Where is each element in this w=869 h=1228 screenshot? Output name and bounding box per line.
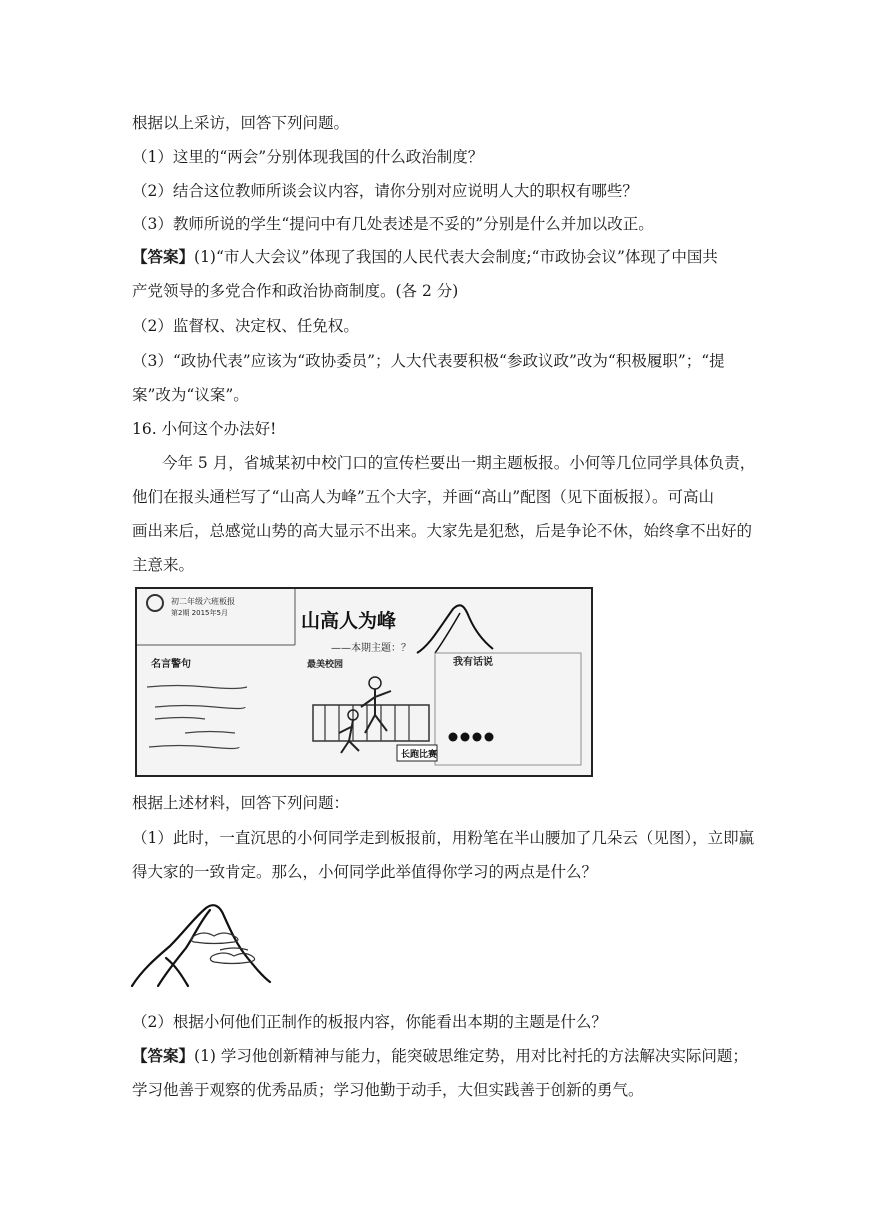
material-intro: 根据上述材料，回答下列问题：	[132, 794, 350, 812]
question-16-title: 16. 小何这个办法好!	[132, 420, 277, 438]
section-left-heading: 名言警句	[151, 659, 191, 670]
answer-label: 【答案】	[132, 1046, 195, 1065]
sub-question-2: （2）根据小何他们正制作的板报内容，你能看出本期的主题是什么？	[132, 1013, 607, 1031]
answer-4	[132, 1045, 748, 1067]
sub-question-1: （1）此时，一直沉思的小何同学走到板报前，用粉笔在半山腰加了几朵云（见图），立即赢	[132, 829, 755, 847]
mountain-with-clouds-icon	[128, 898, 278, 990]
answer-1-cont: 产党领导的多党合作和政治协商制度。(各 2 分)	[132, 282, 459, 300]
question-3: （3）教师所说的学生“提问中有几处表述是不妥的”分别是什么并加以改正。	[132, 215, 654, 233]
paragraph-line-3: 画出来后，总感觉山势的高大显示不出来。大家先是犯愁，后是争论不休，始终拿不出好的	[132, 522, 753, 540]
board-title: 山高人为峰	[301, 610, 397, 632]
masthead-line-1: 初二年级六班板报	[171, 597, 235, 606]
picture-caption: 长跑比赛	[401, 750, 438, 760]
intro-text: 根据以上采访，回答下列问题。	[132, 114, 350, 132]
question-1: （1）这里的“两会”分别体现我国的什么政治制度？	[132, 148, 484, 166]
section-right-heading: 我有话说	[453, 657, 493, 668]
paragraph-line-2: 他们在报头通栏写了“山高人为峰”五个大字，并画“高山”配图（见下面板报）。可高山	[132, 488, 714, 506]
answer-4-text: (1) 学习他创新精神与能力，能突破思维定势，用对比衬托的方法解决实际问题；	[194, 1047, 748, 1065]
answer-1	[132, 246, 718, 268]
paragraph-line-4: 主意来。	[132, 556, 195, 574]
section-mid-heading: 最美校园	[307, 660, 344, 670]
question-2: （2）结合这位教师所谈会议内容，请你分别对应说明人大的职权有哪些？	[132, 182, 638, 200]
masthead-line-2: 第2期 2015年5月	[171, 609, 228, 617]
answer-3: （3）“政协代表”应该为“政协委员”；人大代表要积极“参政议政”改为“积极履职”；“提	[132, 352, 725, 370]
paragraph-line-1: 今年 5 月，省城某初中校门口的宣传栏要出一期主题板报。小何等几位同学具体负责，	[162, 454, 756, 472]
answer-1-text: (1)“市人大会议”体现了我国的人民代表大会制度;“市政协会议”体现了中国共	[194, 248, 718, 266]
answer-3-cont: 案”改为“议案”。	[132, 386, 249, 404]
answer-label: 【答案】	[132, 247, 195, 266]
answer-2: （2）监督权、决定权、任免权。	[132, 317, 359, 335]
board-subtitle: ——本期主题：？	[331, 643, 411, 654]
sub-question-1-cont: 得大家的一致肯定。那么，小何同学此举值得你学习的两点是什么？	[132, 863, 598, 881]
answer-4-cont: 学习他善于观察的优秀品质；学习他勤于动手，大但实践善于创新的勇气。	[132, 1081, 644, 1099]
blackboard-newspaper-image	[135, 587, 593, 777]
